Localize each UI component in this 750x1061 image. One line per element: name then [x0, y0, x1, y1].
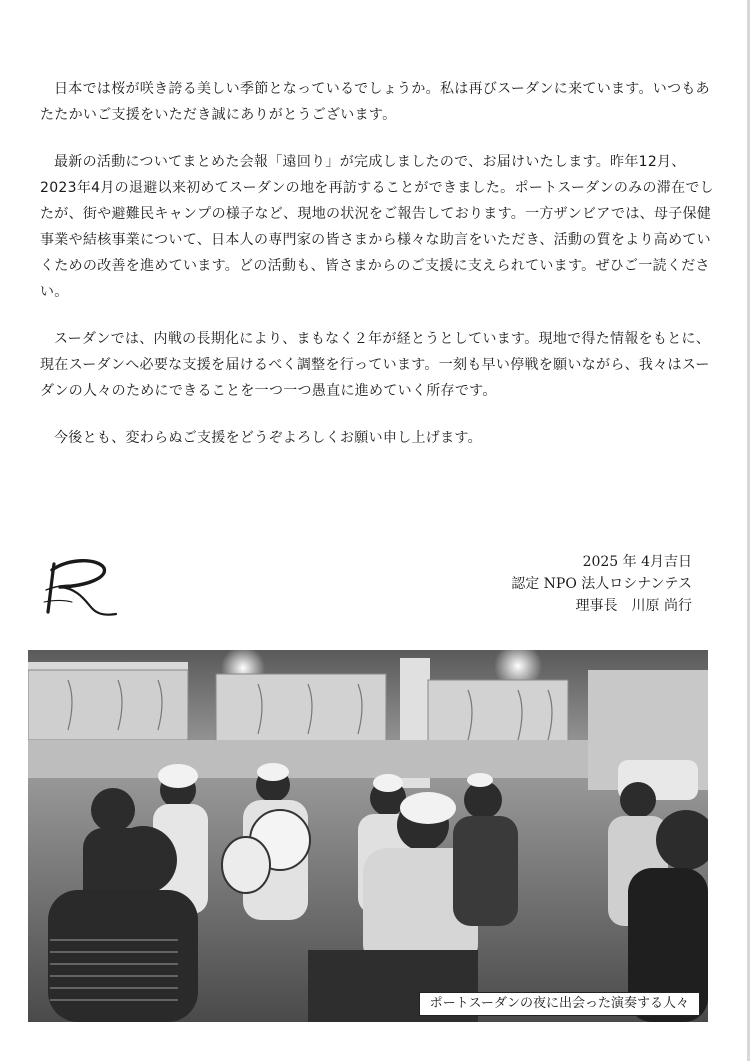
r-monogram-logo-icon — [38, 556, 124, 620]
night-street-scene — [28, 650, 708, 1022]
photo-caption: ポートスーダンの夜に出会った演奏する人々 — [419, 992, 700, 1016]
letter-paragraph-closing: 今後とも、変わらぬご支援をどうぞよろしくお願い申し上げます。 — [54, 430, 482, 446]
musicians-photo — [28, 650, 708, 1022]
signature-date: 2025 年 4月吉日 — [582, 554, 692, 570]
signature-block — [511, 551, 692, 617]
letter-paragraph-greeting: 日本では桜が咲き誇る美しい季節となっているでしょうか。私は再びスーダンに来ています。いつもあたたかいご支援をいただき誠にありがとうございます。 — [40, 81, 710, 123]
letter-body — [40, 76, 720, 472]
signature-organization: 認定 NPO 法人ロシナンテス — [511, 576, 692, 592]
letter-paragraph-newsletter: 最新の活動についてまとめた会報「遠回り」が完成しましたので、お届けいたします。昨年12月、2023年4月の退避以来初めてスーダンの地を再訪することができました。ポートスーダンのみの滞在でしたが、街や避難民キャンプの様子など、現地の状況をご報告しております。一方ザンビアでは、母子保健事業や結核事業について、日本人の専門家の皆さまから様々な助言をいただき、活動の質をより高めていくための改善を進めています。どの活動も、皆さまからのご支援に支えられています。ぜひご一読ください。 — [40, 154, 714, 300]
signature-signer: 理事長 川原 尚行 — [575, 598, 692, 614]
organization-logo — [38, 556, 124, 620]
letter-paragraph-sudan-situation: スーダンでは、内戦の長期化により、まもなく２年が経とうとしています。現地で得た情報をもとに、現在スーダンへ必要な支援を届けるべく調整を行っています。一刻も早い停戦を願いながら、我々はスーダンの人々のためにできることを一つ一つ愚直に進めていく所存です。 — [40, 331, 711, 399]
